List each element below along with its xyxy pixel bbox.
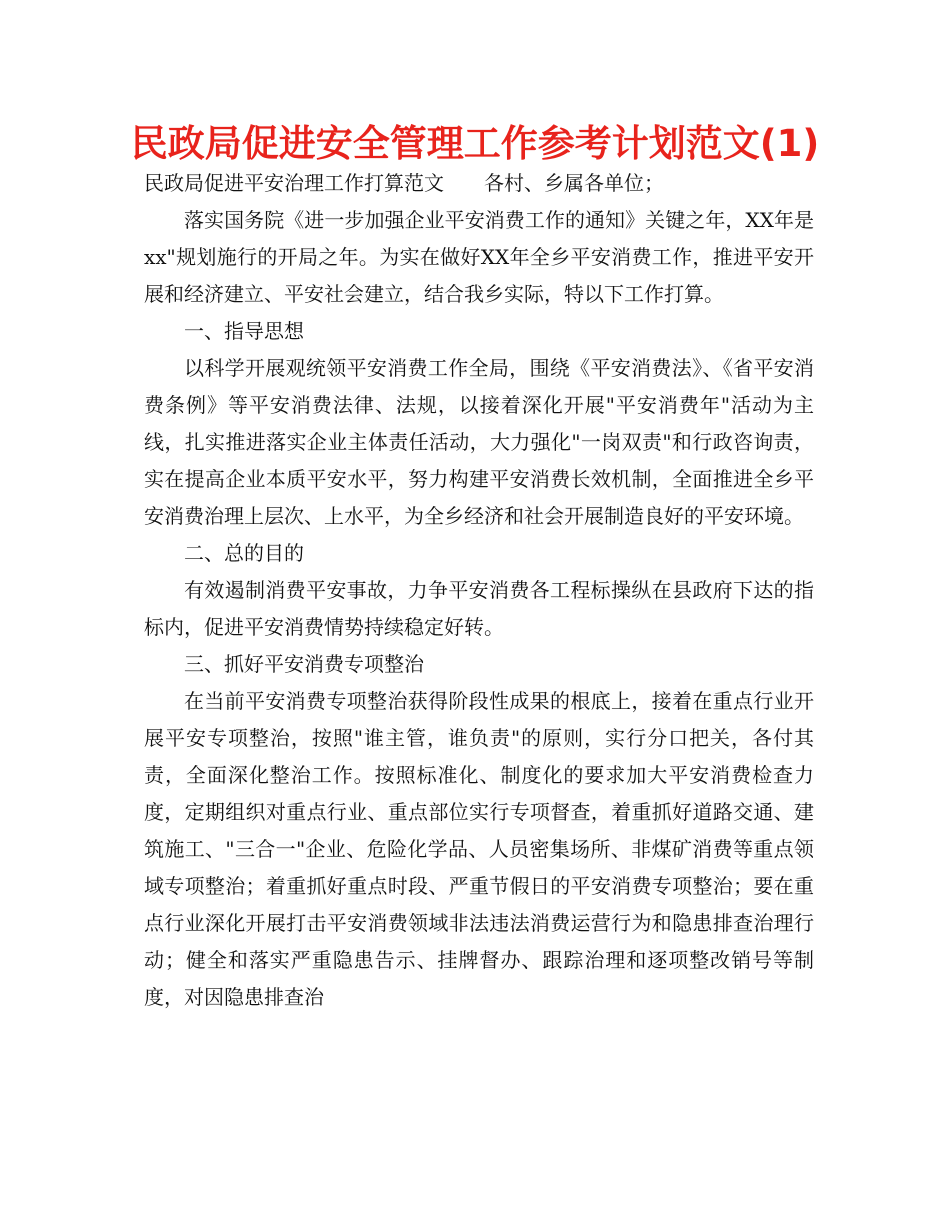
paragraph-intro: 落实国务院《进一步加强企业平安消费工作的通知》关键之年，XX年是xx"规划施行的开局之年。为实在做好XX年全乡平安消费工作，推进平安开展和经济建立、平安社会建立，结合我乡实际，特以下工作打算。 — [144, 208, 814, 306]
section-heading-overall-goal: 二、总的目的 — [184, 541, 304, 565]
intro-left-text: 民政局促进平安治理工作打算范文 — [144, 171, 444, 195]
paragraph-special-rectification: 在当前平安消费专项整治获得阶段性成果的根底上，接着在重点行业开展平安专项整治，按照"谁主管，谁负责"的原则，实行分口把关，各付其责，全面深化整治工作。按照标准化、制度化的要求加大平安消费检查力度，定期组织对重点行业、重点部位实行专项督查，着重抓好道路交通、建筑施工、"三合一"企业、危险化学品、人员密集场所、非煤矿消费等重点领域专项整治；着重抓好重点时段、严重节假日的平安消费专项整治；要在重点行业深化开展打击平安消费领域非法违法消费运营行为和隐患排查治理行动；健全和落实严重隐患告示、挂牌督办、跟踪治理和逐项整改销号等制度，对因隐患排查治 — [144, 689, 814, 1009]
section-heading-special-rectification: 三、抓好平安消费专项整治 — [184, 652, 424, 676]
document-body — [144, 165, 814, 1016]
intro-right-text: 各村、乡属各单位； — [484, 171, 664, 195]
section-heading-guiding-thought: 一、指导思想 — [184, 319, 304, 343]
document-title: 民政局促进安全管理工作参考计划范文(1) — [130, 122, 820, 165]
intro-line — [144, 165, 814, 202]
paragraph-overall-goal: 有效遏制消费平安事故，力争平安消费各工程标操纵在县政府下达的指标内，促进平安消费情势持续稳定好转。 — [144, 578, 814, 639]
paragraph-guiding-thought: 以科学开展观统领平安消费工作全局，围绕《平安消费法》、《省平安消费条例》等平安消费法律、法规，以接着深化开展"平安消费年"活动为主线，扎实推进落实企业主体责任活动，大力强化"一岗双责"和行政咨询责，实在提高企业本质平安水平，努力构建平安消费长效机制，全面推进全乡平安消费治理上层次、上水平，为全乡经济和社会开展制造良好的平安环境。 — [144, 356, 814, 528]
